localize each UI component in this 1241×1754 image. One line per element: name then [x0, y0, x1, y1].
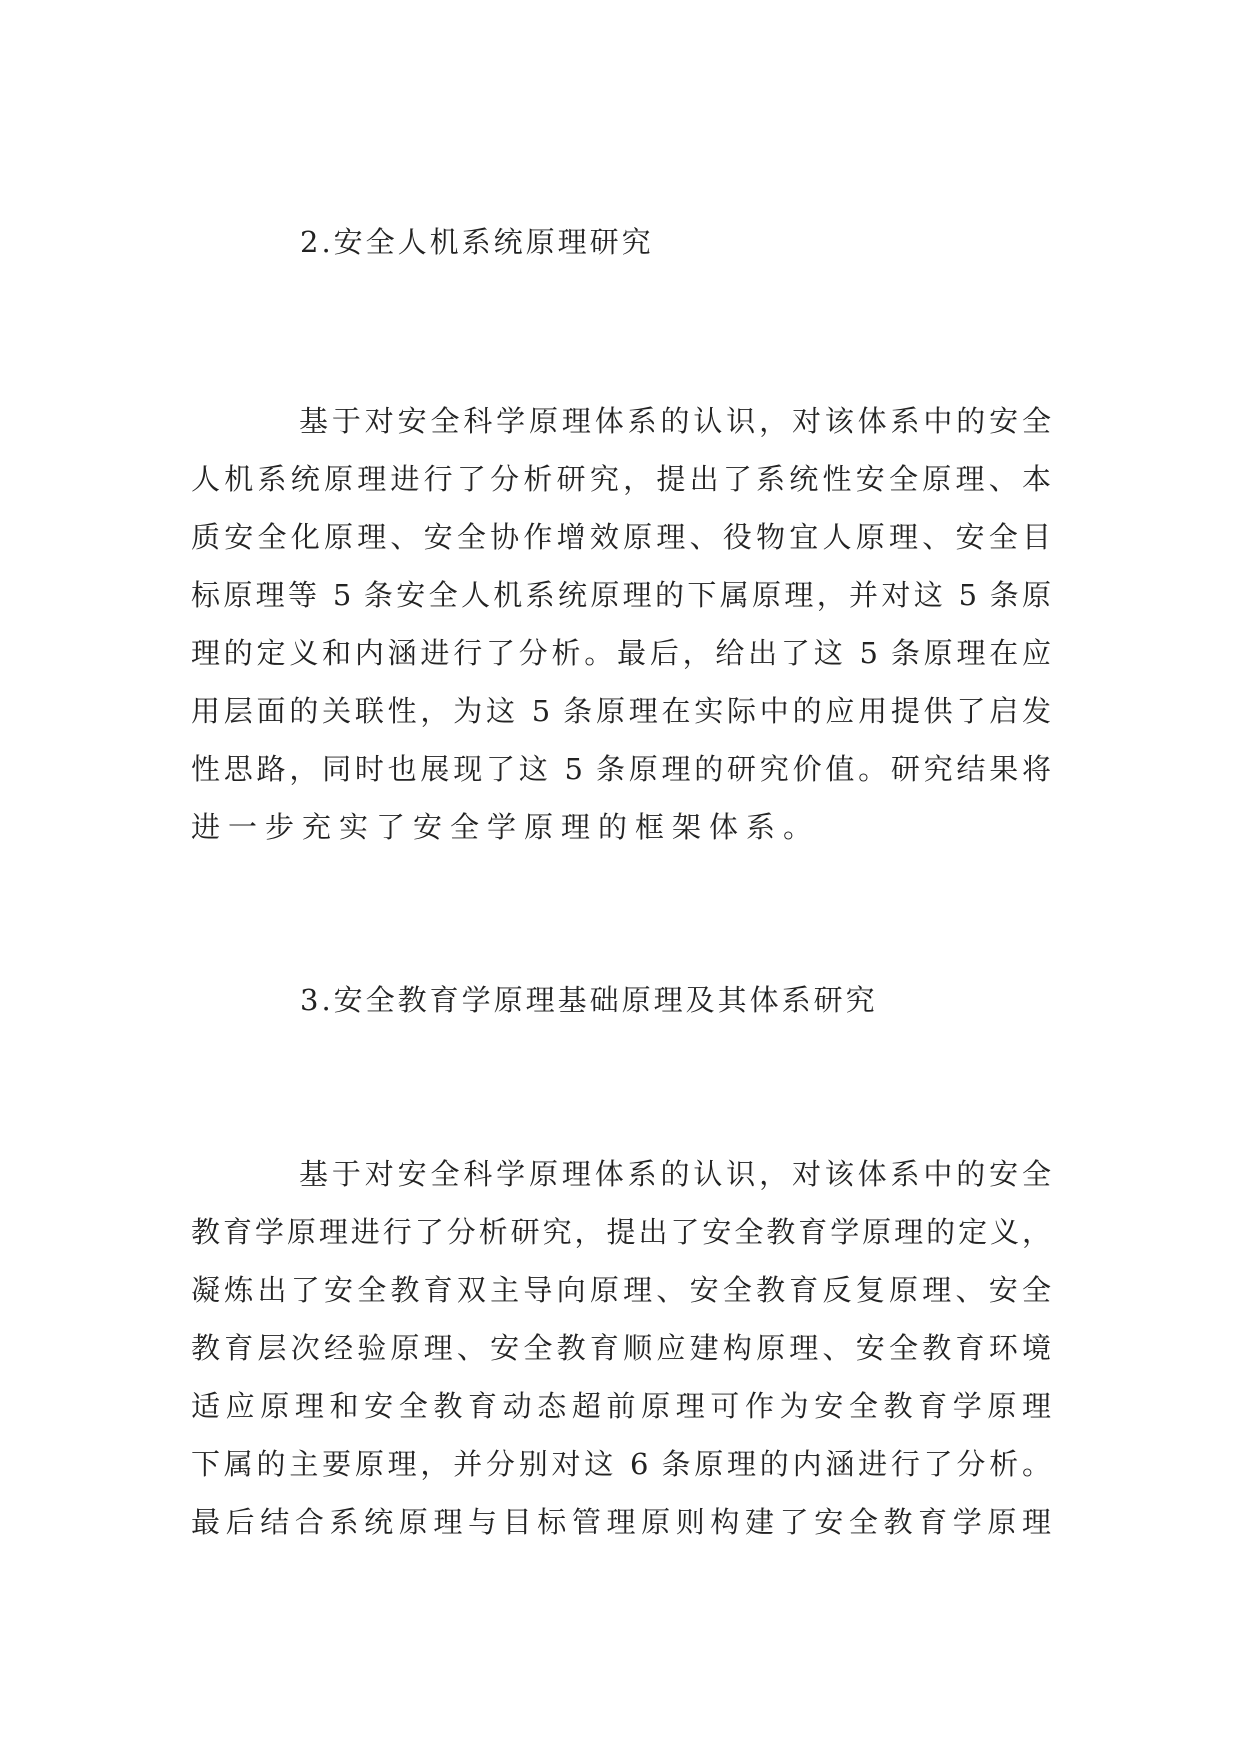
paragraph-line: 基于对安全科学原理体系的认识，对该体系中的安全: [299, 1157, 1051, 1191]
section-heading-2: 2.安全人机系统原理研究: [300, 225, 654, 259]
section-3-paragraph: [191, 1145, 1051, 1551]
section-2-paragraph: [191, 392, 1051, 856]
paragraph-line: 基于对安全科学原理体系的认识，对该体系中的安全: [299, 404, 1051, 438]
paragraph-line: 进一步充实了安全学原理的框架体系。: [191, 810, 821, 844]
section-heading-3: 3.安全教育学原理基础原理及其体系研究: [300, 983, 878, 1017]
paragraph-line: 凝炼出了安全教育双主导向原理、安全教育反复原理、安全: [191, 1273, 1051, 1307]
paragraph-line: 教育层次经验原理、安全教育顺应建构原理、安全教育环境: [191, 1331, 1051, 1365]
paragraph-line: 标原理等 5 条安全人机系统原理的下属原理，并对这 5 条原: [191, 578, 1051, 612]
paragraph-line: 理的定义和内涵进行了分析。最后，给出了这 5 条原理在应: [191, 636, 1051, 670]
paragraph-line: 教育学原理进行了分析研究，提出了安全教育学原理的定义，: [191, 1215, 1051, 1249]
paragraph-line: 人机系统原理进行了分析研究，提出了系统性安全原理、本: [191, 462, 1051, 496]
paragraph-line: 用层面的关联性，为这 5 条原理在实际中的应用提供了启发: [191, 694, 1051, 728]
paragraph-line: 质安全化原理、安全协作增效原理、役物宜人原理、安全目: [191, 520, 1051, 554]
paragraph-line: 下属的主要原理，并分别对这 6 条原理的内涵进行了分析。: [191, 1447, 1051, 1481]
paragraph-line: 性思路，同时也展现了这 5 条原理的研究价值。研究结果将: [191, 752, 1051, 786]
paragraph-line: 适应原理和安全教育动态超前原理可作为安全教育学原理: [191, 1389, 1051, 1423]
paragraph-line: 最后结合系统原理与目标管理原则构建了安全教育学原理: [191, 1505, 1051, 1539]
